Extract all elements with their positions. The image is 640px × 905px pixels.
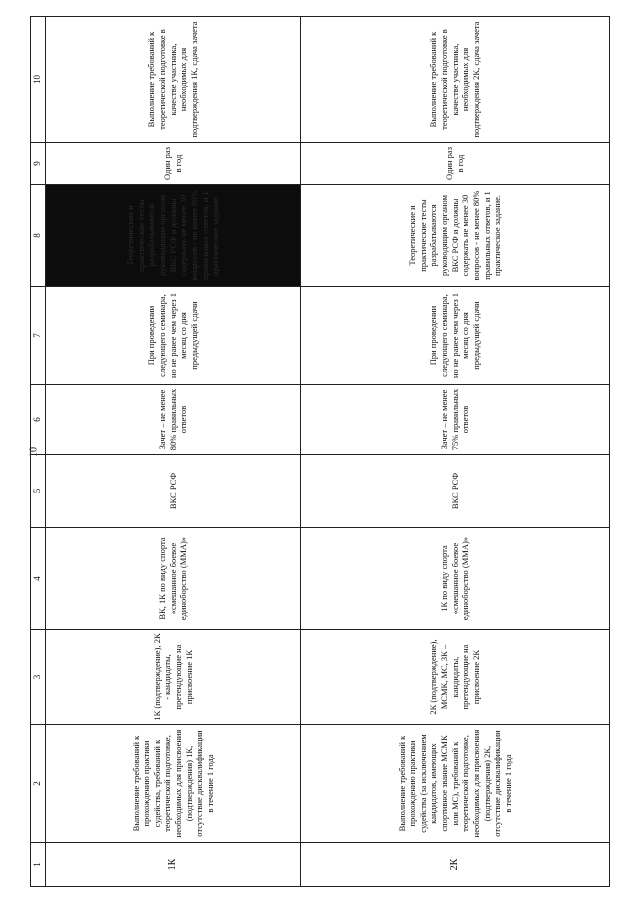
result-cell: Выполнение требований к теоретической подготовке в качестве участника, необходимых для подтверждения 1К, сдача зачета [46,17,301,143]
pass-criteria-cell: Зачет – не менее 75% правильных ответов [301,385,610,455]
frequency-cell: Один раз в год [46,143,301,185]
pass-criteria-cell: Зачет – не менее 80% правильных ответов [46,385,301,455]
header-row [31,17,46,887]
tests-cell-redacted: Теоретические и практические тесты разрабатываются руководящим органом ВКС РСФ и должны содержать не менее 30 вопросов - не менее 80% правильных ответов, и 1 практическое задание. [46,185,301,287]
table-row-2k [301,17,610,887]
requirements-cell: Выполнение требований к прохождению практики судейства (за исключением кандидатов, имеющих спортивное звание МСМК или МС), требований к теоретической подготовке, необходимых для присвоения (подтверждения) 2К, отсутствие дисквалификации в течение 1 года [301,725,610,843]
column-header: 5 [31,455,46,528]
sport-level-cell: ВК, 1К по виду спорта «смешанное боевое единоборство (ММА)» [46,528,301,630]
column-header: 6 [31,385,46,455]
rank-cell: 2К [301,843,610,887]
categories-cell: 2К (подтверждение), МСМК, МС, 3К – кандидаты, претендующие на присвоение 2К [301,630,610,725]
frequency-cell: Один раз в год [301,143,610,185]
column-header: 9 [31,143,46,185]
tests-cell: Теоретические и практические тесты разрабатываются руководящим органом ВКС РСФ и должны содержать не менее 30 вопросов - не менее 80% правильных ответов, и 1 практическое задание. [301,185,610,287]
organizer-cell: ВКС РСФ [46,455,301,528]
result-cell: Выполнение требований к теоретической подготовке в качестве участника, необходимых для подтверждения 2К, сдача зачета [301,17,610,143]
rotated-table-container [30,17,610,887]
categories-cell: 1К (подтверждение), 2К - кандидаты, претендующие на присвоение 1К [46,630,301,725]
requirements-table [30,16,610,887]
retake-cell: При проведении следующего семинара, но не ранее чем через 1 месяц со дня предыдущей сдачи [301,287,610,385]
column-header: 4 [31,528,46,630]
column-header: 10 [31,17,46,143]
rank-cell: 1К [46,843,301,887]
sport-level-cell: 1К по виду спорта «смешанное боевое единоборство (ММА)» [301,528,610,630]
column-header: 1 [31,843,46,887]
requirements-cell: Выполнение требований к прохождению практики судейства, требований к теоретической подготовке, необходимых для присвоения (подтверждения) 1К, отсутствие дисквалификации в течение 1 года [46,725,301,843]
column-header: 3 [31,630,46,725]
retake-cell: При проведении следующего семинара, но не ранее чем через 1 месяц со дня предыдущей сдачи [46,287,301,385]
table-row-1k [46,17,301,887]
column-header: 7 [31,287,46,385]
column-header: 8 [31,185,46,287]
page-number: 10 [28,447,40,457]
column-header: 2 [31,725,46,843]
organizer-cell: ВКС РСФ [301,455,610,528]
